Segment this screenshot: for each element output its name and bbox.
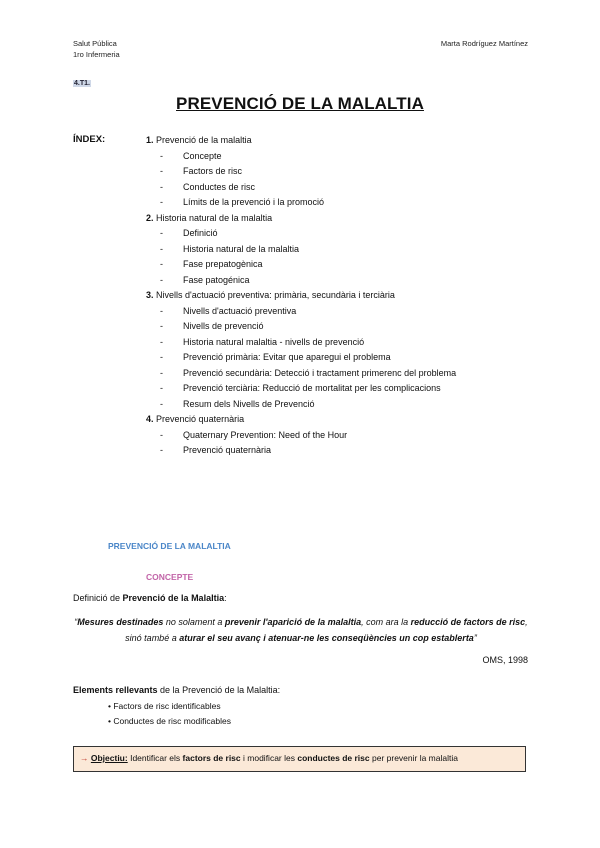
dash-bullet-icon: - [160,228,163,238]
list-item: • Conductes de risc modificables [108,716,231,726]
toc-item-label: Historia natural malaltia - nivells de prevenció [183,336,365,347]
toc-item [146,242,546,258]
dash-bullet-icon: - [160,336,163,347]
quote-part: , com ara la [361,617,411,627]
toc-item [146,304,546,320]
toc-item [146,226,546,242]
toc-section-number: 2. [146,212,154,223]
dash-bullet-icon: - [160,150,163,161]
toc-item-label: Límits de la prevenció i la promoció [183,197,325,207]
toc-item-label: Prevenció quaternària [183,445,272,455]
course-year: 1ro Infermeria [73,50,120,59]
index-label: ÍNDEX: [73,134,106,145]
toc-item-label: Definició [183,228,218,238]
table-of-contents [146,133,546,459]
toc-item [146,180,546,196]
callout-text: i modificar les [240,753,298,763]
toc-item-label: Prevenció primària: Evitar que aparegui el problema [183,352,391,362]
toc-item [146,164,546,180]
subsection-heading: CONCEPTE [146,572,194,582]
toc-section-label: Prevenció de la malaltia [156,135,252,145]
page-title [0,94,600,114]
definition-prefix: Definició de [73,593,123,603]
quote-close: ” [473,633,477,643]
dash-bullet-icon: - [160,321,163,331]
toc-section [146,211,546,227]
dash-bullet-icon: - [160,197,163,207]
toc-item-label: Fase patogénica [183,274,250,285]
toc-item [146,366,546,382]
topic-tag: 4.T1. [74,80,90,87]
toc-item [146,149,546,165]
toc-item-label: Resum dels Nivells de Prevenció [183,398,315,409]
callout-bold: conductes de risc [297,753,370,763]
quote-part: no solament a [163,617,225,627]
toc-item [146,350,546,366]
toc-item [146,273,546,289]
toc-item-label: Factors de risc [183,166,243,176]
toc-section-label: Prevenció quaternària [156,414,245,424]
toc-section [146,288,546,304]
definition-term: Prevenció de la Malaltia [122,593,225,603]
elements-list [108,699,231,729]
toc-item-label: Quaternary Prevention: Need of the Hour [183,429,348,440]
quote-part: , sinó també a [125,617,528,643]
toc-item [146,428,546,444]
dash-bullet-icon: - [160,181,163,192]
quote-part: aturar el seu avanç i atenuar-ne les conseqüències un cop establerta [179,633,474,643]
toc-item [146,381,546,397]
quote-part: reducció de factors de risc [410,617,526,627]
objective-label: Objectiu: [90,753,128,763]
toc-item-label: Fase prepatogènica [183,259,263,269]
toc-item-label: Concepte [183,150,222,161]
toc-item [146,443,546,459]
elements-lead [73,685,280,695]
dash-bullet-icon: - [160,352,163,362]
list-item: • Factors de risc identificables [108,701,221,711]
list-item-text: Conductes de risc modificables [113,716,231,726]
toc-section-number: 4. [146,414,154,424]
toc-section [146,133,546,149]
dash-bullet-icon: - [160,166,163,176]
quote-source: OMS, 1998 [482,655,528,665]
objective-callout [73,746,526,772]
dash-bullet-icon: - [160,305,163,316]
dash-bullet-icon: - [160,367,163,378]
callout-text: per prevenir la malaltia [369,753,458,763]
toc-item [146,319,546,335]
dash-bullet-icon: - [160,429,163,440]
toc-item [146,195,546,211]
dash-bullet-icon: - [160,243,163,254]
dash-bullet-icon: - [160,274,163,285]
toc-item [146,257,546,273]
toc-item-label: Nivells d'actuació preventiva [183,305,297,316]
elements-lead-bold: Elements rellevants [73,685,158,695]
callout-text: Identificar els [127,753,183,763]
quote-part: Mesures destinades [77,617,164,627]
dash-bullet-icon: - [160,383,163,393]
dash-bullet-icon: - [160,445,163,455]
toc-section-number: 1. [146,135,154,145]
arrow-right-icon: → [80,753,89,763]
dash-bullet-icon: - [160,259,163,269]
page-title-text: PREVENCIÓ DE LA MALALTIA [176,94,424,113]
header-left [73,38,120,60]
section-heading: PREVENCIÓ DE LA MALALTIA [108,541,231,551]
elements-lead-rest: de la Prevenció de la Malaltia: [157,685,281,695]
quote-part: prevenir l'aparició de la malaltia [224,617,362,627]
author-name: Marta Rodríguez Martínez [440,39,528,48]
definition-quote [73,614,529,646]
quote-open: “ [74,617,78,627]
callout-bold: factors de risc [182,753,241,763]
course-name: Salut Pública [73,39,117,48]
toc-item-label: Prevenció terciària: Reducció de mortalitat per les complicacions [183,383,441,393]
toc-section-label: Nivells d'actuació preventiva: primària, secundària i terciària [156,290,395,300]
toc-item-label: Conductes de risc [183,181,256,192]
toc-item-label: Nivells de prevenció [183,321,264,331]
list-item-text: Factors de risc identificables [113,701,221,711]
toc-section-number: 3. [146,290,154,300]
dash-bullet-icon: - [160,398,163,409]
definition-line [73,593,227,603]
toc-section-label: Historia natural de la malaltia [156,212,273,223]
toc-item-label: Prevenció secundària: Detecció i tractament primerenc del problema [183,367,457,378]
definition-suffix: : [224,593,227,603]
toc-item-label: Historia natural de la malaltia [183,243,300,254]
toc-section [146,412,546,428]
toc-item [146,397,546,413]
toc-item [146,335,546,351]
